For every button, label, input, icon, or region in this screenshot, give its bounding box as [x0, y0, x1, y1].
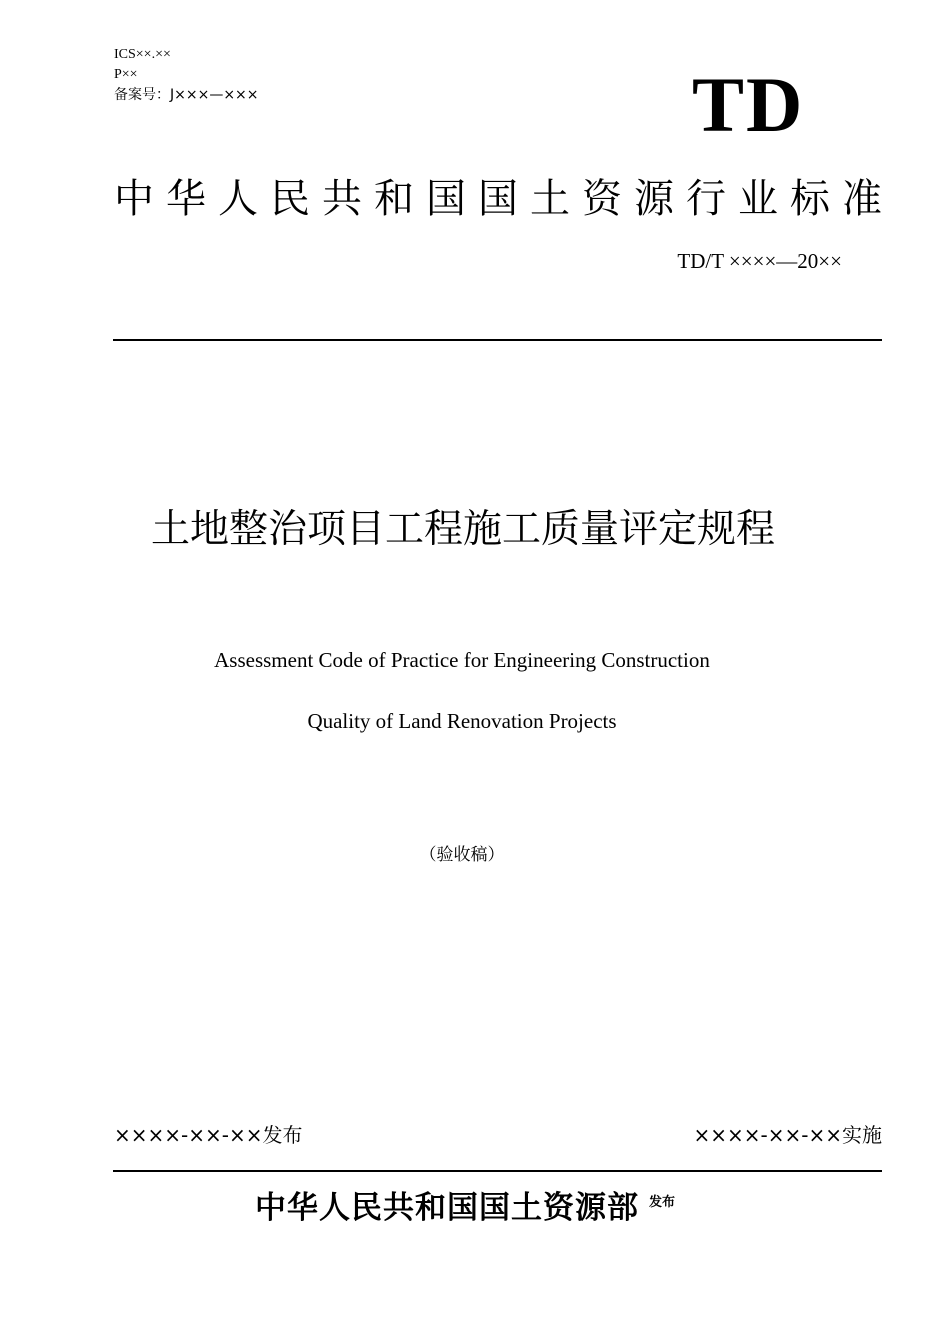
- filing-number: 备案号：J×××—×××: [114, 87, 259, 103]
- implementation-date: ××××-××-××实施: [693, 1123, 882, 1147]
- classification-code: P××: [114, 67, 138, 82]
- issuer-name: 中华人民共和国国土资源部: [254, 1190, 639, 1226]
- standard-title-char: 标: [790, 176, 830, 222]
- document-title-chinese: 土地整治项目工程施工质量评定规程: [150, 507, 775, 552]
- ics-code: ICS××.××: [114, 47, 171, 62]
- standard-category-title: [114, 174, 882, 224]
- standard-title-char: 和: [374, 176, 414, 222]
- standard-number: TD/T ××××—20××: [677, 249, 842, 273]
- standard-title-char: 资: [582, 176, 622, 222]
- standard-title-char: 业: [738, 176, 778, 222]
- standard-title-char: 国: [478, 176, 518, 222]
- standard-title-char: 人: [218, 176, 258, 222]
- standard-title-char: 华: [166, 176, 206, 222]
- td-logo: TD: [692, 61, 805, 148]
- draft-status-note: （验收稿）: [419, 845, 505, 865]
- issuer-line: [0, 1186, 950, 1230]
- standard-title-char: 共: [322, 176, 362, 222]
- bottom-divider: [113, 1170, 882, 1172]
- standard-title-char: 行: [686, 176, 726, 222]
- document-title-english-line1: Assessment Code of Practice for Engineering Construction: [214, 648, 710, 672]
- standard-title-char: 土: [530, 176, 570, 222]
- standard-title-char: 准: [842, 176, 882, 222]
- standard-title-char: 国: [426, 176, 466, 222]
- top-divider: [113, 339, 882, 341]
- issue-date: ××××-××-××发布: [114, 1123, 303, 1147]
- standard-title-char: 民: [270, 176, 310, 222]
- standard-title-char: 源: [634, 176, 674, 222]
- document-title-english-line2: Quality of Land Renovation Projects: [307, 709, 617, 733]
- standard-title-char: 中: [114, 176, 154, 222]
- issuer-suffix: 发布: [648, 1195, 675, 1211]
